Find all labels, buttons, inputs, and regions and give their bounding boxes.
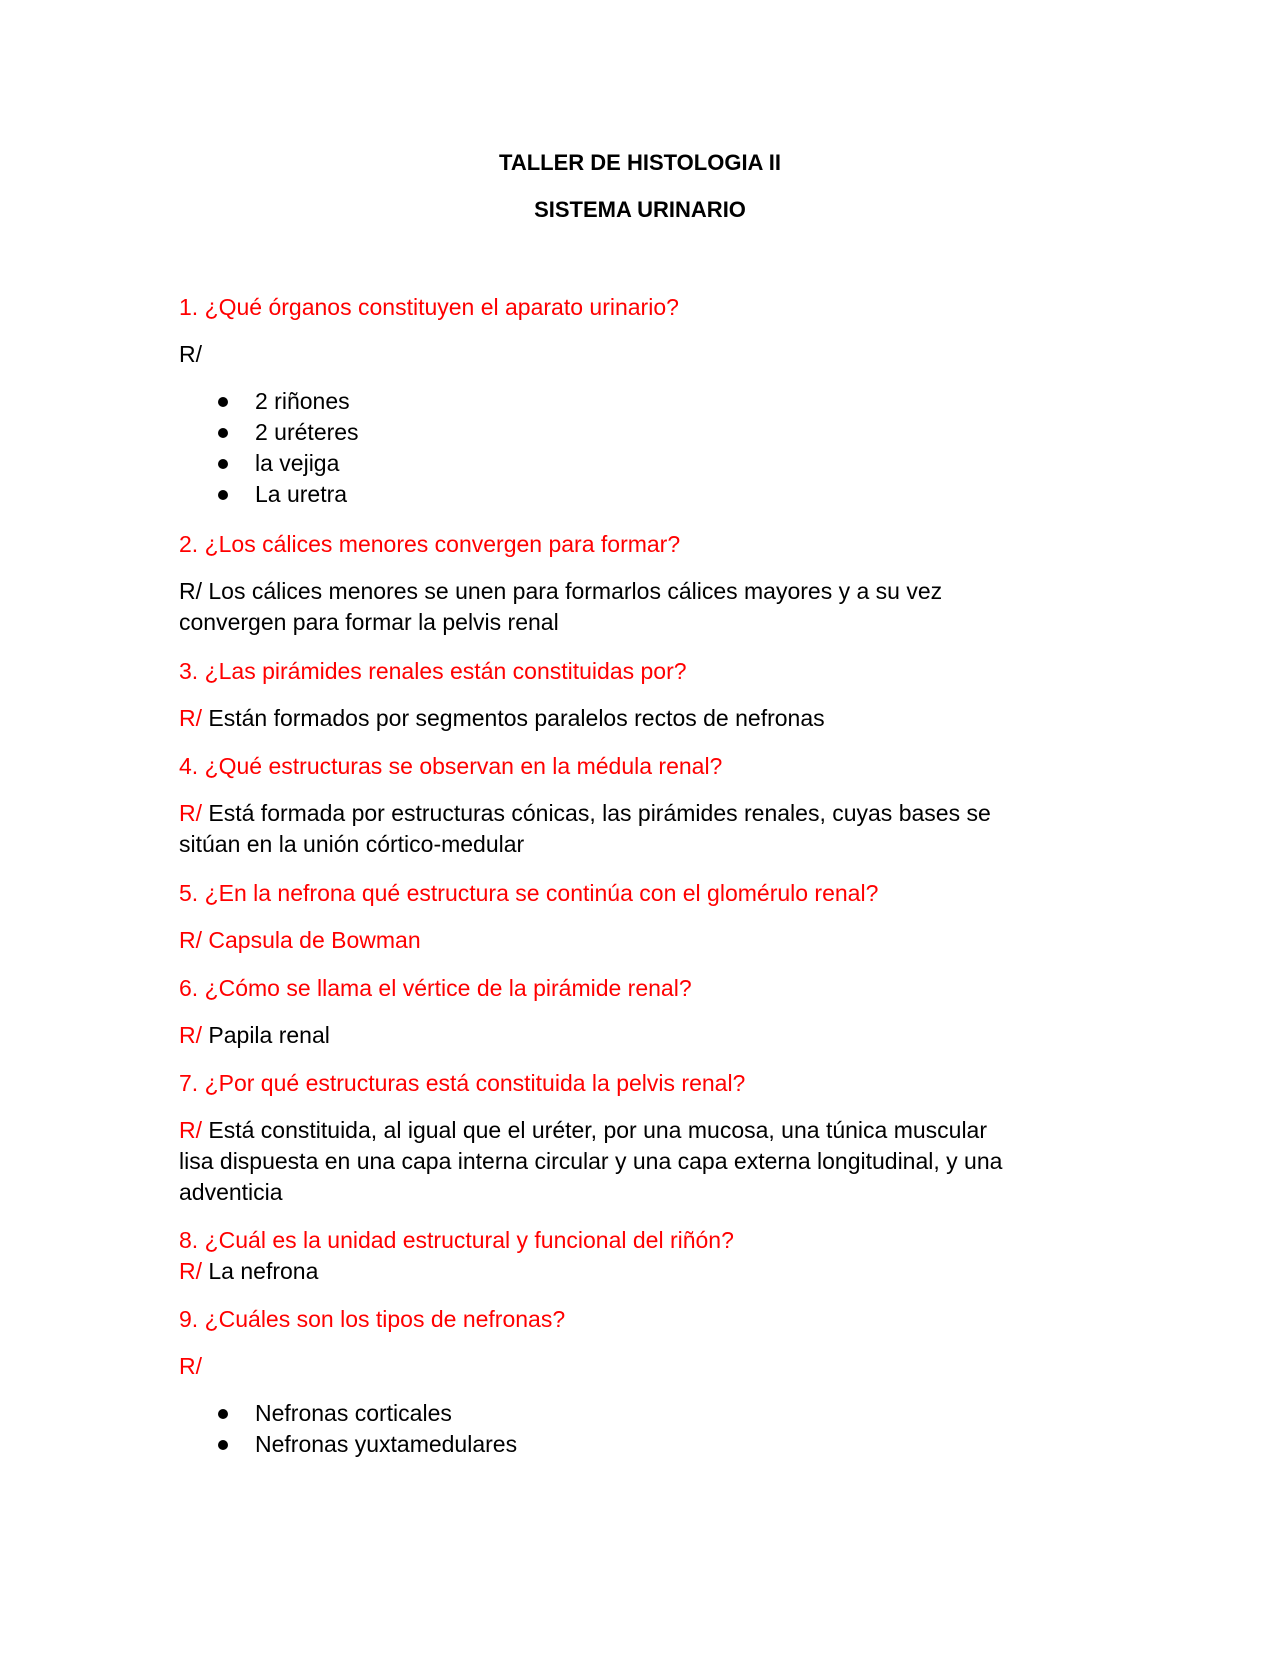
document-title: TALLER DE HISTOLOGIA II: [499, 150, 781, 175]
question-7: 7. ¿Por qué estructuras está constituida la pelvis renal?: [179, 1070, 746, 1096]
answer-text: Está constituida, al igual que el uréter, por una mucosa, una túnica muscular: [202, 1117, 988, 1143]
answer-7-line-3: adventicia: [179, 1179, 283, 1205]
bullet-icon: [218, 397, 228, 407]
answer-6: [179, 1020, 330, 1050]
answer-4-line-2: sitúan en la unión córtico-medular: [179, 831, 525, 857]
answer-prefix: R/: [179, 705, 202, 731]
answer-prefix: R/: [179, 1022, 202, 1048]
answer-3: [179, 703, 825, 733]
bullet-icon: [218, 1409, 228, 1419]
question-6: 6. ¿Cómo se llama el vértice de la pirámide renal?: [179, 975, 692, 1001]
answer-text: Papila renal: [202, 1022, 330, 1048]
answer-7-line-2: lisa dispuesta en una capa interna circular y una capa externa longitudinal, y una: [179, 1148, 1003, 1174]
answer-text: La nefrona: [202, 1258, 319, 1284]
answer-prefix: R/: [179, 800, 202, 826]
answer-7-line-1: [179, 1115, 987, 1145]
question-2: 2. ¿Los cálices menores convergen para formar?: [179, 531, 681, 557]
document-page: TALLER DE HISTOLOGIA II SISTEMA URINARIO 1. ¿Qué órganos constituyen el aparato urinario? R/ 2 riñones 2 uréteres la vejiga La uretra 2. ¿Los cálices menores convergen para formar? R/ Los cálices menores se unen para formarlos cálices mayores y a su vez convergen para formar la pelvis renal 3. ¿Las pirámides renales están constituidas por? R/ Están formados por segmentos paralelos rectos de nefronas 4. ¿Qué estructuras se observan en la médula renal? R/ Está formada por estructuras cónicas, las pirámides renales, cuyas bases se sitúan en la unión córtico-medular 5. ¿En la nefrona qué estructura se continúa con el glomérulo renal? R/ Capsula de Bowman 6. ¿Cómo se llama el vértice de la pirámide renal? R/ Papila renal 7. ¿Por qué estructuras está constituida la pelvis renal? R/ Está constituida, al igual que el uréter, por una mucosa, una túnica muscular lisa dispuesta en una capa interna circular y una capa externa longitudinal, y una adventicia 8. ¿Cuál es la unidad estructural y funcional del riñón? R/ La nefrona 9. ¿Cuáles son los tipos de nefronas? R/ Nefronas corticales Nefronas yuxtamedulares: [0, 0, 1280, 1656]
document-subtitle: SISTEMA URINARIO: [534, 197, 746, 222]
answer-2-line-2: convergen para formar la pelvis renal: [179, 609, 559, 635]
answer-prefix: R/: [179, 1258, 202, 1284]
bullet-icon: [218, 428, 228, 438]
question-4: 4. ¿Qué estructuras se observan en la médula renal?: [179, 753, 723, 779]
answer-9-prefix: R/: [179, 1353, 202, 1379]
bullet-icon: [218, 490, 228, 500]
answer-prefix: R/: [179, 1117, 202, 1143]
answer-4-line-1: [179, 798, 991, 828]
bullet-icon: [218, 1440, 228, 1450]
question-5: 5. ¿En la nefrona qué estructura se continúa con el glomérulo renal?: [179, 880, 879, 906]
question-1: 1. ¿Qué órganos constituyen el aparato urinario?: [179, 294, 679, 320]
question-9: 9. ¿Cuáles son los tipos de nefronas?: [179, 1306, 566, 1332]
answer-1-prefix: R/: [179, 341, 202, 367]
question-3: 3. ¿Las pirámides renales están constituidas por?: [179, 658, 687, 684]
question-8: 8. ¿Cuál es la unidad estructural y funcional del riñón?: [179, 1227, 734, 1253]
answer-5: R/ Capsula de Bowman: [179, 927, 421, 953]
answer-text: Están formados por segmentos paralelos rectos de nefronas: [202, 705, 825, 731]
answer-2-line-1: R/ Los cálices menores se unen para formarlos cálices mayores y a su vez: [179, 578, 943, 604]
answer-8: [179, 1256, 318, 1286]
bullet-icon: [218, 459, 228, 469]
answer-text: Está formada por estructuras cónicas, las pirámides renales, cuyas bases se: [202, 800, 991, 826]
